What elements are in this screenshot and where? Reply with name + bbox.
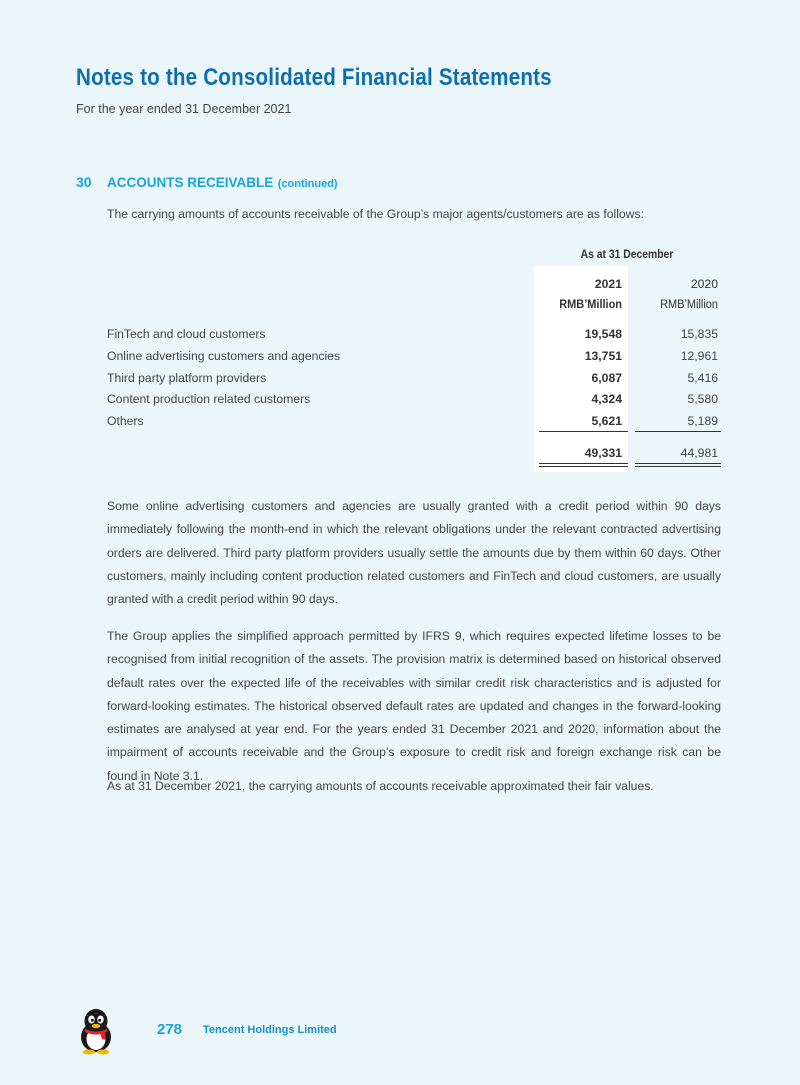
table-row (107, 327, 721, 345)
row-label: Online advertising customers and agencies (107, 349, 341, 363)
section-intro: The carrying amounts of accounts receivable of the Group’s major agents/customers are as follows: (107, 207, 644, 221)
company-name: Tencent Holdings Limited (203, 1024, 337, 1036)
penguin-mascot-icon (76, 1007, 116, 1055)
page-subtitle: For the year ended 31 December 2021 (76, 102, 292, 116)
column-year-2020: 2020 (690, 277, 718, 291)
total-value-2020: 44,981 (680, 446, 718, 460)
row-value-2021: 13,751 (584, 349, 622, 363)
row-value-2021: 5,621 (591, 414, 622, 428)
table-total-row (107, 446, 721, 464)
table-row (107, 349, 721, 367)
row-label: Others (107, 414, 144, 428)
total-double-rule-2021 (539, 463, 628, 464)
row-value-2020: 12,961 (680, 349, 718, 363)
row-label: FinTech and cloud customers (107, 327, 266, 341)
section-continued: (continued) (277, 178, 338, 190)
row-value-2020: 5,416 (687, 371, 718, 385)
row-label: Third party platform providers (107, 371, 267, 385)
table-row (107, 392, 721, 410)
page-title: Notes to the Consolidated Financial Statements (76, 64, 552, 91)
subtotal-rule-2020 (635, 431, 721, 432)
section-heading (76, 174, 338, 192)
total-double-rule-2020 (635, 463, 721, 464)
total-value-2021: 49,331 (584, 446, 622, 460)
row-value-2021: 19,548 (584, 327, 622, 341)
row-value-2021: 6,087 (591, 371, 622, 385)
paragraph-credit-terms: Some online advertising customers and agencies are usually granted with a credit period within 90 days immediately following the month-end in which the relevant obligations under the relevant contracted advertising orders are delivered. Third party platform providers usually settle the amounts due by them within 60 days. Other customers, mainly including content production related customers and FinTech and cloud customers, are usually granted with a credit period within 90 days. (107, 499, 721, 607)
row-label: Content production related customers (107, 392, 311, 406)
row-value-2020: 5,580 (687, 392, 718, 406)
table-row (107, 371, 721, 389)
section-name: ACCOUNTS RECEIVABLE (107, 175, 274, 190)
section-number: 30 (76, 174, 92, 190)
subtotal-rule-2021 (539, 431, 628, 432)
total-double-rule-2021 (539, 466, 628, 467)
table-as-at-header: As at 31 December (580, 249, 674, 261)
paragraph-ifrs9: The Group applies the simplified approach permitted by IFRS 9, which requires expected lifetime losses to be recognised from initial recognition of the assets. The provision matrix is determined based on historical observed default rates over the expected life of the receivables with similar credit risk characteristics and is adjusted for forward-looking estimates. The historical observed default rates are updated and changes in the forward-looking estimates are analysed at year end. For the years ended 31 December 2021 and 2020, information about the impairment of accounts receivable and the Group’s exposure to credit risk and foreign exchange risk can be found in Note 3.1. (107, 629, 721, 783)
column-unit-2020: RMB’Million (660, 297, 718, 311)
row-value-2020: 5,189 (687, 414, 718, 428)
row-value-2020: 15,835 (680, 327, 718, 341)
table-row (107, 414, 721, 432)
page-number: 278 (157, 1021, 183, 1038)
paragraph-fair-value: As at 31 December 2021, the carrying amounts of accounts receivable approximated their fair values. (107, 779, 654, 793)
total-double-rule-2020 (635, 466, 721, 467)
column-unit-2021: RMB’Million (559, 297, 622, 311)
row-value-2021: 4,324 (591, 392, 622, 406)
column-year-2021: 2021 (594, 277, 622, 291)
